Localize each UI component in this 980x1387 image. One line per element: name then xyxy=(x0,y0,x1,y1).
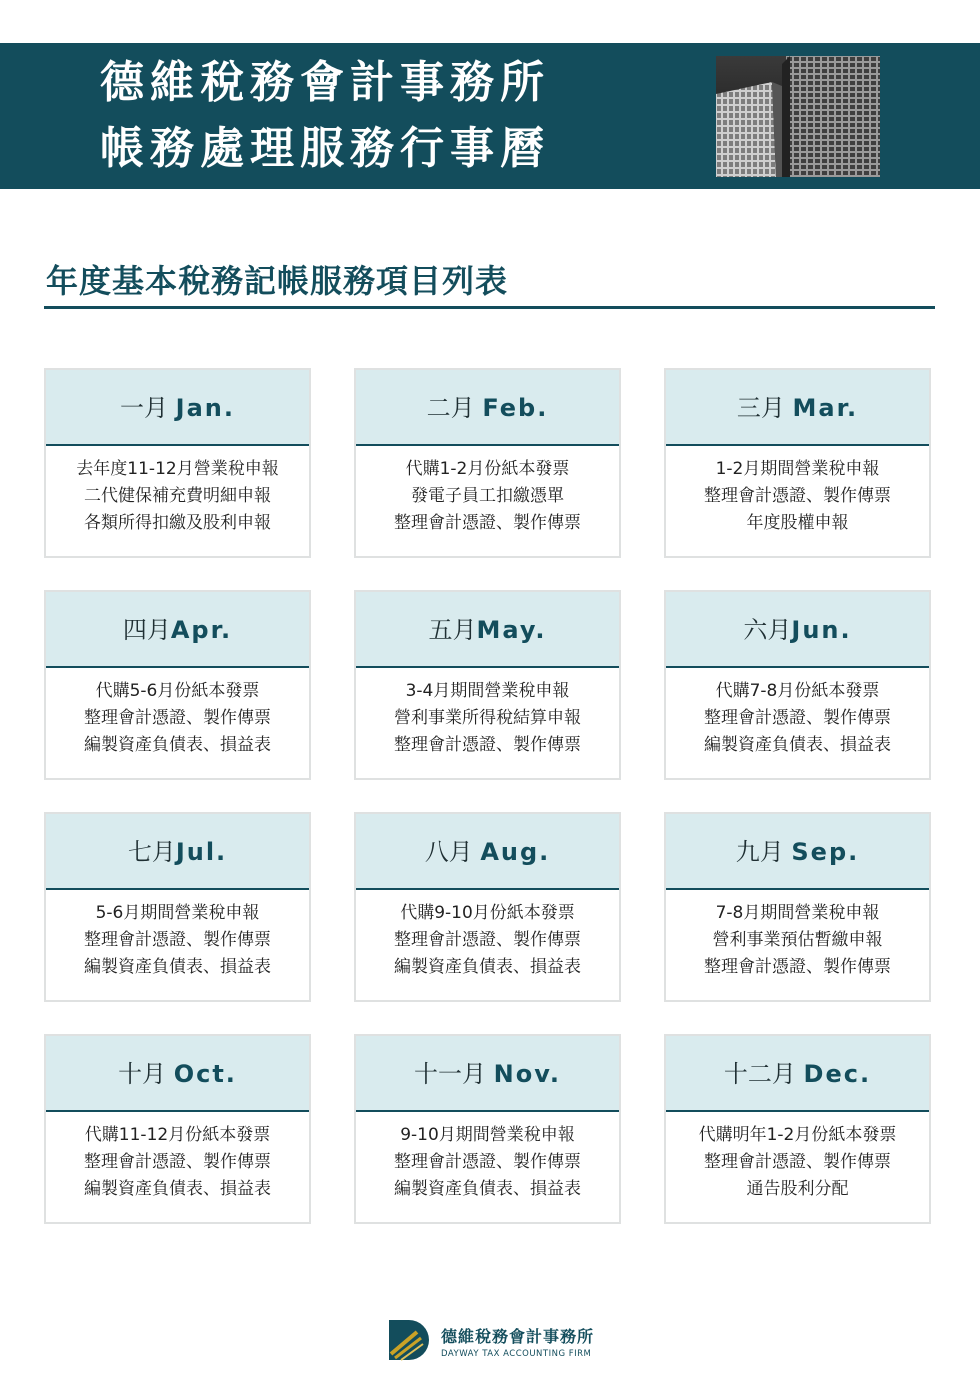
month-task-item: 代購11-12月份紙本發票 xyxy=(84,1125,271,1145)
month-name-zh: 二月 xyxy=(426,394,483,422)
building-photo xyxy=(716,56,880,177)
month-task-item: 編製資產負債表、損益表 xyxy=(84,1179,271,1199)
month-card-header xyxy=(356,370,619,446)
month-name-zh: 十一月 xyxy=(413,1060,494,1088)
month-task-item: 代購7-8月份紙本發票 xyxy=(715,681,880,701)
month-task-list xyxy=(356,1122,619,1203)
section-title: 年度基本稅務記帳服務項目列表 xyxy=(46,262,509,300)
dayway-d-logo-icon xyxy=(387,1318,433,1362)
month-task-list xyxy=(666,1122,929,1203)
month-task-item: 1-2月期間營業稅申報 xyxy=(715,459,880,479)
month-task-item: 各類所得扣繳及股利申報 xyxy=(84,513,271,533)
month-card xyxy=(44,368,311,558)
month-task-item: 二代健保補充費明細申報 xyxy=(84,486,271,506)
month-name-zh: 七月 xyxy=(127,838,176,866)
month-name-zh: 三月 xyxy=(736,394,793,422)
month-name-en: Jan. xyxy=(175,394,235,422)
month-task-item: 代購明年1-2月份紙本發票 xyxy=(698,1125,897,1145)
month-task-item: 整理會計憑證、製作傳票 xyxy=(704,708,891,728)
month-task-item: 整理會計憑證、製作傳票 xyxy=(394,1152,581,1172)
month-card xyxy=(664,368,931,558)
month-card xyxy=(354,812,621,1002)
footer-name-en: DAYWAY TAX ACCOUNTING FIRM xyxy=(441,1349,592,1359)
month-task-item: 營利事業預估暫繳申報 xyxy=(712,930,883,950)
month-card-header xyxy=(46,370,309,446)
month-name-en: Dec. xyxy=(803,1060,872,1088)
month-card xyxy=(664,590,931,780)
month-task-list xyxy=(666,456,929,537)
month-name-en: Apr. xyxy=(170,616,233,644)
month-card xyxy=(354,590,621,780)
month-name-zh: 四月 xyxy=(122,616,171,644)
month-task-item: 編製資產負債表、損益表 xyxy=(84,957,271,977)
footer-name-zh: 德維稅務會計事務所 xyxy=(441,1327,595,1346)
month-task-item: 9-10月期間營業稅申報 xyxy=(400,1125,575,1145)
month-task-item: 整理會計憑證、製作傳票 xyxy=(394,513,581,533)
header-banner xyxy=(0,43,980,189)
month-task-item: 7-8月期間營業稅申報 xyxy=(715,903,880,923)
month-card-header xyxy=(46,814,309,890)
month-task-item: 整理會計憑證、製作傳票 xyxy=(704,1152,891,1172)
month-task-item: 整理會計憑證、製作傳票 xyxy=(84,708,271,728)
month-card-header xyxy=(666,1036,929,1112)
month-task-list xyxy=(666,678,929,759)
month-card-header xyxy=(356,592,619,668)
month-name-en: May. xyxy=(476,616,547,644)
month-name-zh: 九月 xyxy=(735,838,792,866)
month-card xyxy=(664,1034,931,1224)
month-card-header xyxy=(356,1036,619,1112)
month-name-en: Nov. xyxy=(493,1060,562,1088)
month-task-item: 年度股權申報 xyxy=(746,513,849,533)
month-task-list xyxy=(46,678,309,759)
month-task-item: 編製資產負債表、損益表 xyxy=(84,735,271,755)
month-task-item: 營利事業所得稅結算申報 xyxy=(394,708,581,728)
month-task-item: 去年度11-12月營業稅申報 xyxy=(76,459,279,479)
month-card xyxy=(354,368,621,558)
month-card-header xyxy=(666,814,929,890)
month-task-item: 通告股利分配 xyxy=(746,1179,849,1199)
month-task-item: 整理會計憑證、製作傳票 xyxy=(394,735,581,755)
month-name-en: Oct. xyxy=(173,1060,237,1088)
month-task-list xyxy=(46,1122,309,1203)
month-card xyxy=(44,1034,311,1224)
month-task-list xyxy=(46,900,309,981)
month-name-zh: 一月 xyxy=(120,394,176,422)
month-card xyxy=(354,1034,621,1224)
banner-title-line1: 德維稅務會計事務所 xyxy=(100,57,550,108)
month-task-item: 3-4月期間營業稅申報 xyxy=(405,681,570,701)
month-card-header xyxy=(46,592,309,668)
month-task-list xyxy=(666,900,929,981)
month-card xyxy=(44,812,311,1002)
month-card xyxy=(664,812,931,1002)
month-name-en: Jun. xyxy=(791,616,852,644)
month-task-item: 代購9-10月份紙本發票 xyxy=(400,903,575,923)
month-name-en: Aug. xyxy=(480,838,551,866)
month-task-list xyxy=(46,456,309,537)
month-name-zh: 十二月 xyxy=(723,1060,804,1088)
month-name-zh: 五月 xyxy=(428,616,477,644)
month-name-en: Sep. xyxy=(791,838,860,866)
month-name-zh: 十月 xyxy=(118,1060,174,1088)
section-divider xyxy=(44,306,935,309)
month-task-list xyxy=(356,900,619,981)
month-task-item: 編製資產負債表、損益表 xyxy=(394,957,581,977)
month-task-item: 發電子員工扣繳憑單 xyxy=(411,486,564,506)
month-name-en: Mar. xyxy=(792,394,859,422)
month-name-en: Jul. xyxy=(175,838,228,866)
month-task-item: 編製資產負債表、損益表 xyxy=(704,735,891,755)
month-card-header xyxy=(46,1036,309,1112)
month-name-zh: 六月 xyxy=(743,616,792,644)
month-task-item: 編製資產負債表、損益表 xyxy=(394,1179,581,1199)
month-task-item: 代購1-2月份紙本發票 xyxy=(405,459,570,479)
month-task-item: 整理會計憑證、製作傳票 xyxy=(394,930,581,950)
month-name-en: Feb. xyxy=(482,394,549,422)
month-task-item: 整理會計憑證、製作傳票 xyxy=(84,930,271,950)
month-task-item: 整理會計憑證、製作傳票 xyxy=(84,1152,271,1172)
month-name-zh: 八月 xyxy=(424,838,481,866)
month-task-list xyxy=(356,678,619,759)
banner-title-line2: 帳務處理服務行事曆 xyxy=(100,123,550,174)
month-task-item: 整理會計憑證、製作傳票 xyxy=(704,486,891,506)
month-card xyxy=(44,590,311,780)
month-task-item: 代購5-6月份紙本發票 xyxy=(95,681,260,701)
month-card-header xyxy=(356,814,619,890)
month-task-item: 5-6月期間營業稅申報 xyxy=(95,903,260,923)
month-task-list xyxy=(356,456,619,537)
month-card-header xyxy=(666,370,929,446)
month-task-item: 整理會計憑證、製作傳票 xyxy=(704,957,891,977)
month-card-header xyxy=(666,592,929,668)
